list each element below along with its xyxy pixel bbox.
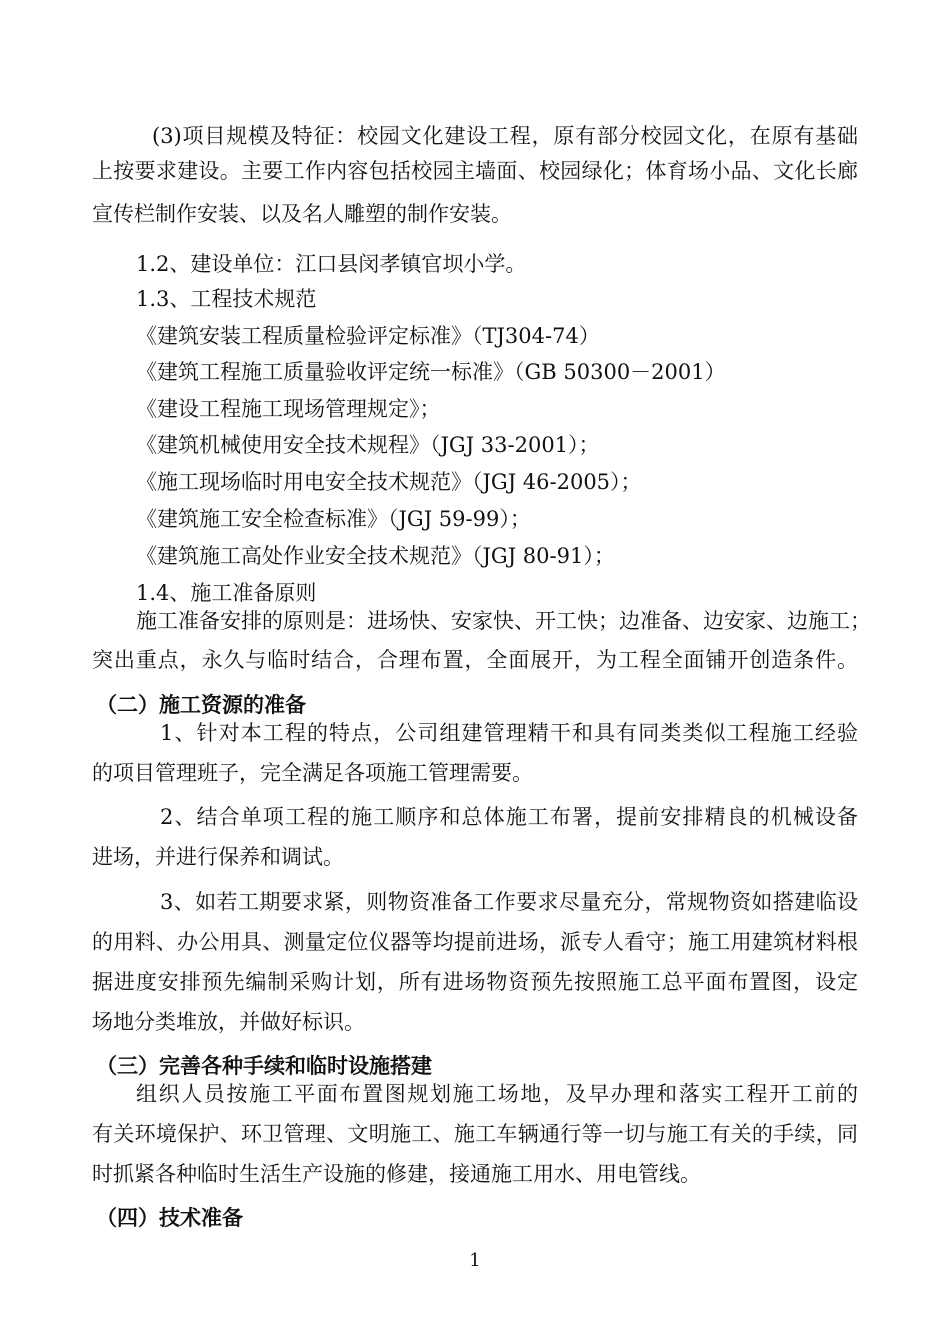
section-heading-procedures: （三）完善各种手续和临时设施搭建 — [96, 1054, 432, 1078]
standard-item: 《施工现场临时用电安全技术规范》（JGJ 46-2005）； — [136, 470, 642, 494]
principle-line-2: 突出重点，永久与临时结合，合理布置，全面展开，为工程全面铺开创造条件。 — [92, 648, 858, 672]
standard-item: 《建筑施工高处作业安全技术规范》（JGJ 80-91）； — [136, 544, 615, 568]
resources-item-2-line-1: 2、结合单项工程的施工顺序和总体施工布署，提前安排精良的机械设备 — [160, 805, 858, 829]
resources-item-2-line-2: 进场，并进行保养和调试。 — [92, 845, 344, 869]
preparation-principle-heading: 1.4、施工准备原则 — [136, 581, 317, 605]
section-heading-resources: （二）施工资源的准备 — [96, 693, 306, 717]
project-scale-line-3: 宣传栏制作安装、以及名人雕塑的制作安装。 — [92, 202, 512, 226]
standard-item: 《建设工程施工现场管理规定》； — [136, 397, 441, 421]
procedures-line-2: 有关环境保护、环卫管理、文明施工、施工车辆通行等一切与施工有关的手续，同 — [92, 1122, 858, 1146]
construction-unit-line: 1.2、建设单位：江口县闵孝镇官坝小学。 — [136, 252, 527, 276]
resources-item-1-line-1: 1、针对本工程的特点，公司组建管理精干和具有同类类似工程施工经验 — [160, 721, 858, 745]
page-number: 1 — [469, 1250, 481, 1271]
resources-item-3-line-1: 3、如若工期要求紧，则物资准备工作要求尽量充分，常规物资如搭建临设 — [160, 890, 858, 914]
procedures-line-3: 时抓紧各种临时生活生产设施的修建，接通施工用水、用电管线。 — [92, 1162, 701, 1186]
project-scale-line-2: 上按要求建设。主要工作内容包括校园主墙面、校园绿化；体育场小品、文化长廊 — [92, 159, 858, 183]
standard-item: 《建筑机械使用安全技术规程》（JGJ 33-2001）； — [136, 433, 600, 457]
procedures-line-1: 组织人员按施工平面布置图规划施工场地，及早办理和落实工程开工前的 — [136, 1082, 858, 1106]
resources-item-3-line-3: 据进度安排预先编制采购计划，所有进场物资预先按照施工总平面布置图，设定 — [92, 970, 858, 994]
resources-item-3-line-4: 场地分类堆放，并做好标识。 — [92, 1010, 365, 1034]
standard-item: 《建筑施工安全检查标准》（JGJ 59-99）； — [136, 507, 531, 531]
standard-item: 《建筑安装工程质量检验评定标准》（TJ304-74） — [136, 324, 600, 348]
resources-item-3-line-2: 的用料、办公用具、测量定位仪器等均提前进场，派专人看守；施工用建筑材料根 — [92, 930, 858, 954]
project-scale-line-1: (3)项目规模及特征：校园文化建设工程，原有部分校园文化，在原有基础 — [152, 124, 858, 148]
section-heading-technical: （四）技术准备 — [96, 1206, 243, 1230]
principle-line-1: 施工准备安排的原则是：进场快、安家快、开工快；边准备、边安家、边施工； — [136, 609, 871, 633]
standard-item: 《建筑工程施工质量验收评定统一标准》（GB 50300－2001） — [136, 360, 726, 384]
technical-standards-heading: 1.3、工程技术规范 — [136, 287, 317, 311]
resources-item-1-line-2: 的项目管理班子，完全满足各项施工管理需要。 — [92, 761, 533, 785]
